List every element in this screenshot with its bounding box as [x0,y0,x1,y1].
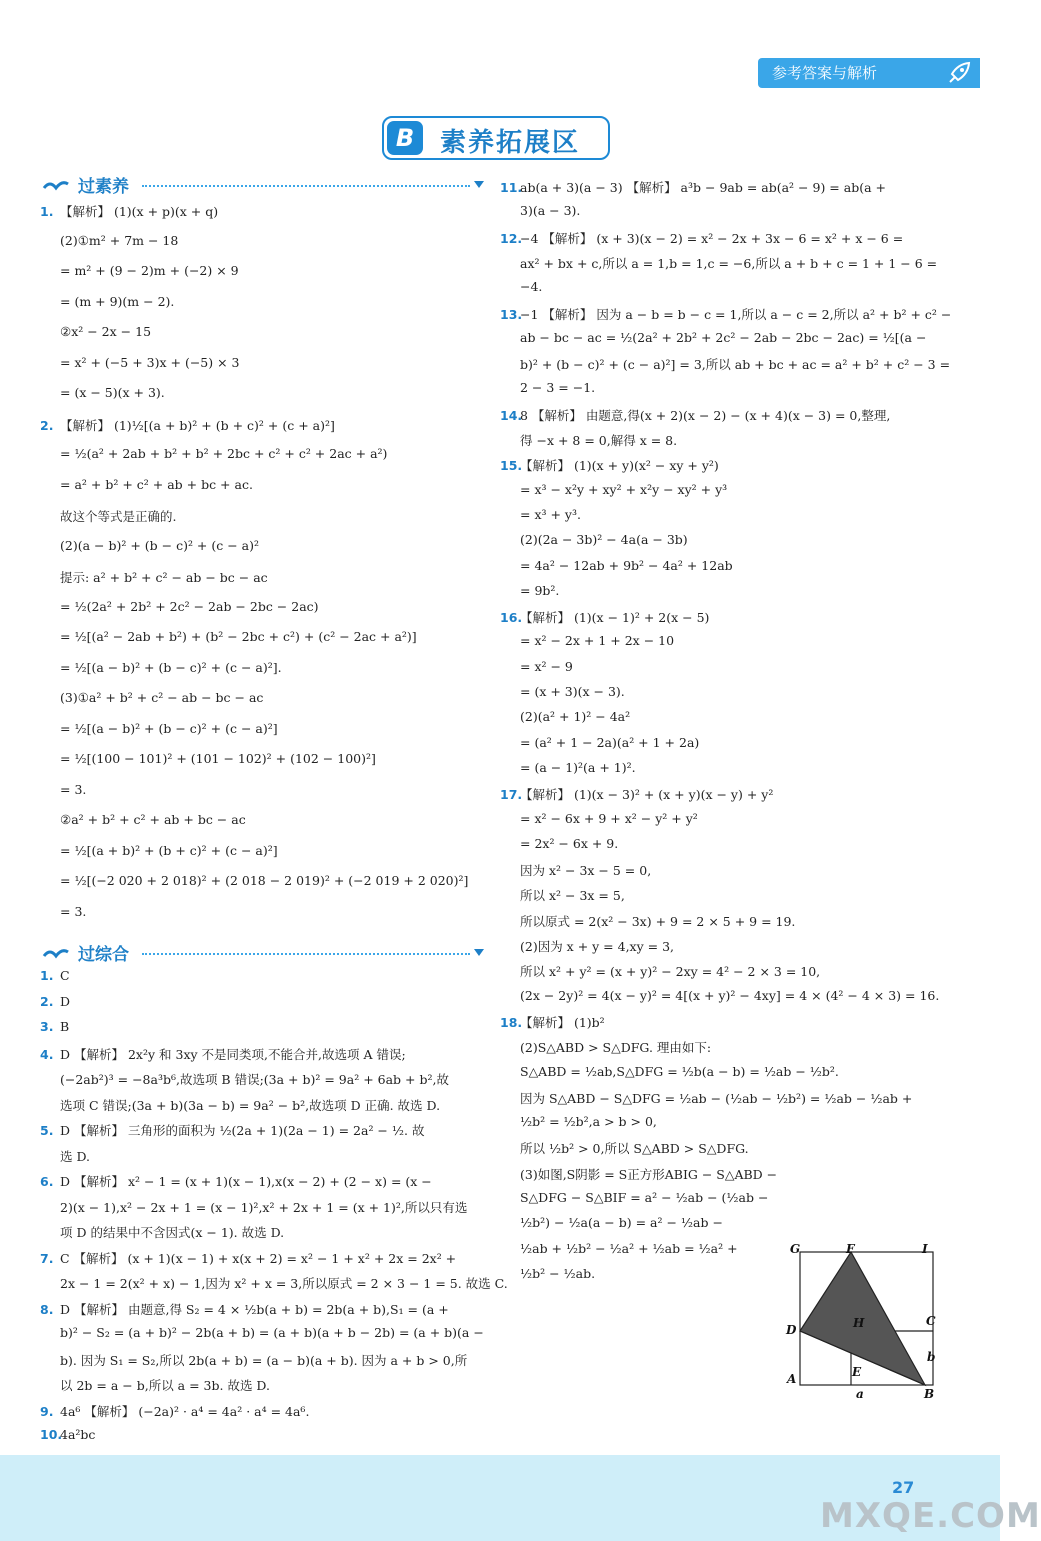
answer-text: (3)如图,S阴影 = S正方形ABIG − S△ABD − [520,1166,778,1182]
answer-text: 选项 C 错误;(3a + b)(3a − b) = 9a² − b²,故选项 D 正确. 故选 D. [60,1097,441,1113]
answer-line [40,568,268,586]
answer-line [40,904,86,919]
answer-text: = (m + 9)(m − 2). [60,293,175,309]
answer-line [40,690,263,705]
answer-text: = 2x² − 6x + 9. [520,835,619,851]
answer-text: ½b² = ½b²,a > b > 0, [520,1114,657,1130]
answer-line [500,811,698,826]
item-number: 2. [40,993,54,1009]
answer-text: 【解析】 (1)(x − 1)² + 2(x − 5) [520,610,710,626]
answer-line [40,782,86,797]
answer-line [500,330,926,345]
answer-line [40,446,387,461]
answer-text: b)² − S₂ = (a + b)² − 2b(a + b) = (a + b)(a + b − 2b) = (a + b)(a − [60,1325,484,1340]
section-divider [142,953,470,955]
answer-text: b). 因为 S₁ = S₂,所以 2b(a + b) = (a − b)(a + b). 因为 a + b > 0,所 [60,1352,468,1368]
answer-text: = ½[(a + b)² + (b + c)² + (c − a)²] [60,842,278,858]
answer-line [500,532,688,547]
item-number: 18. [500,1014,523,1030]
answer-line [500,1013,605,1031]
answer-line [40,324,151,339]
answer-line [500,583,559,598]
answer-line [500,279,542,294]
answer-line [40,994,70,1009]
answer-text: 因为 S△ABD − S△DFG = ½ab − (½ab − ½b²) = ½ab − ½ab + [520,1090,913,1106]
answer-text: = (a² + 1 − 2a)(a² + 1 + 2a) [520,734,700,750]
answer-text: (2)(a − b)² + (b − c)² + (c − a)² [60,537,260,553]
item-number: 12. [500,230,523,246]
answer-line [500,886,625,904]
item-number: 6. [40,1174,54,1189]
answer-text: 【解析】 (1)½[(a + b)² + (b + c)² + (c + a)²] [60,417,335,433]
section-title-2: 过综合 [78,945,129,965]
answer-text: D 【解析】 三角形的面积为 ½(2a + 1)(2a − 1) = 2a² − ½. 故 [60,1123,425,1138]
answer-text: 【解析】 (1)(x + p)(x + q) [60,204,219,219]
item-number: 3. [40,1019,54,1034]
answer-line [40,660,282,675]
answer-line [40,629,417,644]
answer-line [40,1376,270,1394]
answer-text: 所以 x² + y² = (x + y)² − 2xy = 4² − 2 × 3 = 10, [520,964,821,980]
answer-line [40,355,240,370]
item-number: 13. [500,306,523,322]
answer-line [40,1274,508,1292]
answer-line [500,1165,777,1183]
answer-line [500,988,939,1003]
answer-text: = (a − 1)²(a + 1)². [520,759,636,775]
answer-text: ab − bc − ac = ½(2a² + 2b² + 2c² − 2ab − 2bc − 2ac) = ½[(a − [520,329,927,345]
answer-text: = 3. [60,903,87,919]
answer-text: 【解析】 (1)b² [520,1014,605,1030]
answer-line [500,203,580,218]
answer-line [500,1190,768,1205]
answer-text: 因为 x² − 3x − 5 = 0, [520,863,652,879]
answer-text: 2x − 1 = 2(x² + x) − 1,因为 x² + x = 3,所以原式 = 2 × 3 − 1 = 5. 故选 C. [60,1276,508,1291]
answer-text: = 3. [60,781,87,797]
answer-line [500,836,618,851]
figure-label: a [856,1387,864,1401]
answer-text: (2x − 2y)² = 4(x − y)² = 4[(x + y)² − 4xy] = 4 × (4² − 4 × 3) = 16. [520,987,940,1003]
answer-line [500,912,795,930]
answer-text: (2)S△ABD > S△DFG. 理由如下: [520,1040,712,1056]
answer-line [40,843,278,858]
answer-line [500,1139,749,1157]
answer-line [40,1045,406,1063]
answer-text: ax² + bx + c,所以 a = 1,b = 1,c = −6,所以 a + b + c = 1 + 1 − 6 = [520,255,938,271]
answer-line [40,202,218,220]
answer-text: C 【解析】 (x + 1)(x − 1) + x(x + 2) = x² − 1 + x² + 2x = 2x² + [60,1250,457,1266]
section-divider [142,185,470,187]
answer-text: (3)①a² + b² + c² − ab − bc − ac [60,690,264,705]
answer-line [40,1096,440,1114]
answer-line [500,785,773,803]
answer-line [40,1172,432,1190]
section-banner [382,116,610,160]
answer-text: ②x² − 2x − 15 [60,324,152,339]
answer-line [40,812,246,827]
answer-line [500,1215,723,1230]
answer-line [500,1089,912,1107]
item-number: 2. [40,417,54,433]
answer-text: 项 D 的结果中不含因式(x − 1). 故选 D. [60,1225,285,1240]
answer-line [40,1121,424,1139]
item-number: 14. [500,407,523,423]
answer-text: 所以原式 = 2(x² − 3x) + 9 = 2 × 5 + 9 = 19. [520,913,796,929]
answer-line [40,477,253,492]
answer-text: 4a²bc [60,1427,96,1442]
answer-line [500,1114,657,1129]
answer-line [40,873,468,888]
answer-line [40,1325,484,1340]
answer-text: = ½[(a − b)² + (b − c)² + (c − a)²]. [60,659,282,675]
answer-text: = x² + (−5 + 3)x + (−5) × 3 [60,354,240,370]
answer-line [40,968,70,983]
answer-line [40,1223,284,1241]
answer-text: = ½[(−2 020 + 2 018)² + (2 018 − 2 019)² + (−2 019 + 2 020)²] [60,873,469,888]
answer-text: 【解析】 (1)(x + y)(x² − xy + y²) [520,458,719,474]
answer-line [500,1266,595,1281]
answer-text: = ½[(a² − 2ab + b²) + (b² − 2bc + c²) + (c² − 2ac + a²)] [60,629,417,644]
figure-label: D [786,1323,797,1337]
answer-line [500,406,890,424]
figure-label: C [926,1314,936,1328]
answer-text: = x² − 6x + 9 + x² − y² + y² [520,810,698,826]
answer-text: = m² + (9 − 2)m + (−2) × 9 [60,263,239,278]
answer-text: 2 − 3 = −1. [520,380,596,396]
answer-line [40,1427,95,1442]
answer-line [500,760,636,775]
answer-line [500,937,674,955]
answer-text: S△ABD = ½ab,S△DFG = ½b(a − b) = ½ab − ½b². [520,1063,839,1079]
answer-line [40,1147,90,1165]
chevron-down-icon [474,949,484,956]
item-number: 7. [40,1250,54,1266]
answer-line [40,1019,69,1034]
item-number: 10. [40,1427,63,1442]
answer-line [40,1351,467,1369]
answer-line [40,507,176,525]
answer-text: = x² − 9 [520,658,573,674]
answer-line [40,1070,449,1088]
answer-line [40,294,174,309]
answer-text: (2)(a² + 1)² − 4a² [520,709,631,725]
figure-label: A [787,1372,797,1386]
figure-label: E [852,1365,862,1379]
answer-text: D 【解析】 2x²y 和 3xy 不是同类项,不能合并,故选项 A 错误; [60,1046,406,1062]
geometry-figure [786,1243,946,1403]
answer-text: 8 【解析】 由题意,得(x + 2)(x − 2) − (x + 4)(x − 3) = 0,整理, [520,407,891,423]
watermark: MXQE.COM [820,1496,1041,1536]
answer-text: = (x − 5)(x + 3). [60,385,165,400]
answer-text: 3)(a − 3). [520,203,581,219]
banner-icon: B [387,121,423,155]
answer-line [40,233,178,248]
answer-line [40,1300,449,1318]
answer-text: ½b² − ½ab. [520,1265,596,1281]
answer-line [40,538,259,553]
answer-text: 得 −x + 8 = 0,解得 x = 8. [520,433,678,448]
item-number: 17. [500,787,523,803]
answer-line [500,1241,738,1256]
answer-line [500,709,630,724]
answer-line [500,608,709,626]
figure-label: I [922,1242,928,1256]
section-header-1 [42,174,484,198]
answer-text: (2)(2a − 3b)² − 4a(a − 3b) [520,532,688,548]
answer-text: b)² + (b − c)² + (c − a)²] = 3,所以 ab + bc + ac = a² + b² + c² − 3 = [520,357,951,373]
answer-line [500,431,677,449]
figure-label: B [924,1387,935,1401]
answer-section-tag-label: 参考答案与解析 [772,64,878,82]
wave-icon [42,946,74,960]
figure-label: F [846,1242,855,1256]
item-number: 5. [40,1123,54,1138]
answer-line [40,1402,309,1420]
answer-line [500,684,625,699]
answer-text: 以 2b = a − b,所以 a = 3b. 故选 D. [60,1378,270,1393]
answer-line [500,507,581,522]
answer-line [500,380,595,395]
answer-line [500,735,699,750]
answer-text: (2)因为 x + y = 4,xy = 3, [520,939,675,954]
answer-text: ab(a + 3)(a − 3) 【解析】 a³b − 9ab = ab(a² − 9) = ab(a + [520,180,886,195]
answer-section-tag [758,58,980,88]
answer-text: = ½[(100 − 101)² + (101 − 102)² + (102 − 100)²] [60,751,376,766]
figure-label: b [927,1350,936,1364]
answer-line [40,1198,467,1216]
answer-text: 2)(x − 1),x² − 2x + 1 = (x − 1)²,x² + 2x + 1 = (x + 1)²,所以只有选 [60,1199,468,1215]
banner-title: 素养拓展区 [440,128,581,158]
answer-text: = x² − 2x + 1 + 2x − 10 [520,633,675,649]
answer-text: = 9b². [520,582,560,598]
answer-text: −1 【解析】 因为 a − b = b − c = 1,所以 a − c = 2,所以 a² + b² + c² − [520,306,952,322]
answer-text: D 【解析】 由题意,得 S₂ = 4 × ½b(a + b) = 2b(a + b),S₁ = (a + [60,1301,449,1317]
answer-text: = 4a² − 12ab + 9b² − 4a² + 12ab [520,557,733,573]
figure-label: G [790,1242,801,1256]
answer-line [500,558,733,573]
answer-text: ②a² + b² + c² + ab + bc − ac [60,812,246,827]
answer-line [40,385,165,400]
item-number: 4. [40,1046,54,1062]
answer-text: = ½[(a − b)² + (b − c)² + (c − a)²] [60,720,278,736]
answer-text: = a² + b² + c² + ab + bc + ac. [60,476,253,492]
answer-line [500,962,820,980]
answer-line [500,456,719,474]
answer-text: B [60,1019,70,1034]
section-header-2 [42,942,484,966]
item-number: 16. [500,610,523,626]
item-number: 1. [40,204,54,219]
answer-line [500,178,886,196]
answer-text: 选 D. [60,1148,91,1164]
item-number: 8. [40,1301,54,1317]
item-number: 11. [500,180,523,195]
answer-text: (2)①m² + 7m − 18 [60,232,179,248]
answer-line [500,1064,839,1079]
rocket-icon [946,60,972,86]
answer-line [40,263,239,278]
answer-text: 故这个等式是正确的. [60,509,177,524]
answer-text: D 【解析】 x² − 1 = (x + 1)(x − 1),x(x − 2) + (2 − x) = (x − [60,1174,432,1189]
answer-text: = x³ + y³. [520,506,581,522]
chevron-down-icon [474,181,484,188]
answer-text: 所以 ½b² > 0,所以 S△ABD > S△DFG. [520,1141,749,1157]
answer-line [500,861,651,879]
answer-text: 提示: a² + b² + c² − ab − bc − ac [60,570,268,585]
answer-text: = (x + 3)(x − 3). [520,684,625,699]
answer-text: = ½(a² + 2ab + b² + b² + 2bc + c² + c² + 2ac + a²) [60,446,388,461]
answer-line [500,659,573,674]
answer-line [40,599,319,614]
answer-text: D [60,993,71,1009]
answer-text: −4. [520,279,543,295]
answer-text: 4a⁶ 【解析】 (−2a)² · a⁴ = 4a² · a⁴ = 4a⁶. [60,1403,310,1419]
answer-line [40,416,335,434]
answer-text: 所以 x² − 3x = 5, [520,888,625,904]
answer-line [500,305,951,323]
section-title-1: 过素养 [78,177,129,197]
answer-text: = ½(2a² + 2b² + 2c² − 2ab − 2bc − 2ac) [60,598,319,614]
answer-line [40,721,278,736]
answer-line [500,633,674,648]
answer-text: −4 【解析】 (x + 3)(x − 2) = x² − 2x + 3x − 6 = x² + x − 6 = [520,230,904,246]
answer-text: = x³ − x²y + xy² + x²y − xy² + y³ [520,481,728,497]
answer-line [40,1249,456,1267]
answer-text: ½b²) − ½a(a − b) = a² − ½ab − [520,1215,723,1231]
answer-text: 【解析】 (1)(x − 3)² + (x + y)(x − y) + y² [520,787,774,803]
answer-line [40,751,376,766]
answer-text: ½ab + ½b² − ½a² + ½ab = ½a² + [520,1240,738,1256]
item-number: 1. [40,968,54,983]
answer-line [500,254,937,272]
wave-icon [42,178,74,192]
answer-line [500,1038,711,1056]
answer-text: S△DFG − S△BIF = a² − ½ab − (½ab − [520,1190,769,1205]
figure-label: H [853,1316,865,1330]
page-number: 27 [892,1478,915,1497]
answer-text: (−2ab²)³ = −8a³b⁶,故选项 B 错误;(3a + b)² = 9a² + 6ab + b²,故 [60,1072,449,1087]
answer-line [500,355,950,373]
item-number: 9. [40,1403,54,1419]
item-number: 15. [500,458,523,474]
answer-text: C [60,968,70,983]
answer-line [500,229,903,247]
answer-line [500,482,727,497]
